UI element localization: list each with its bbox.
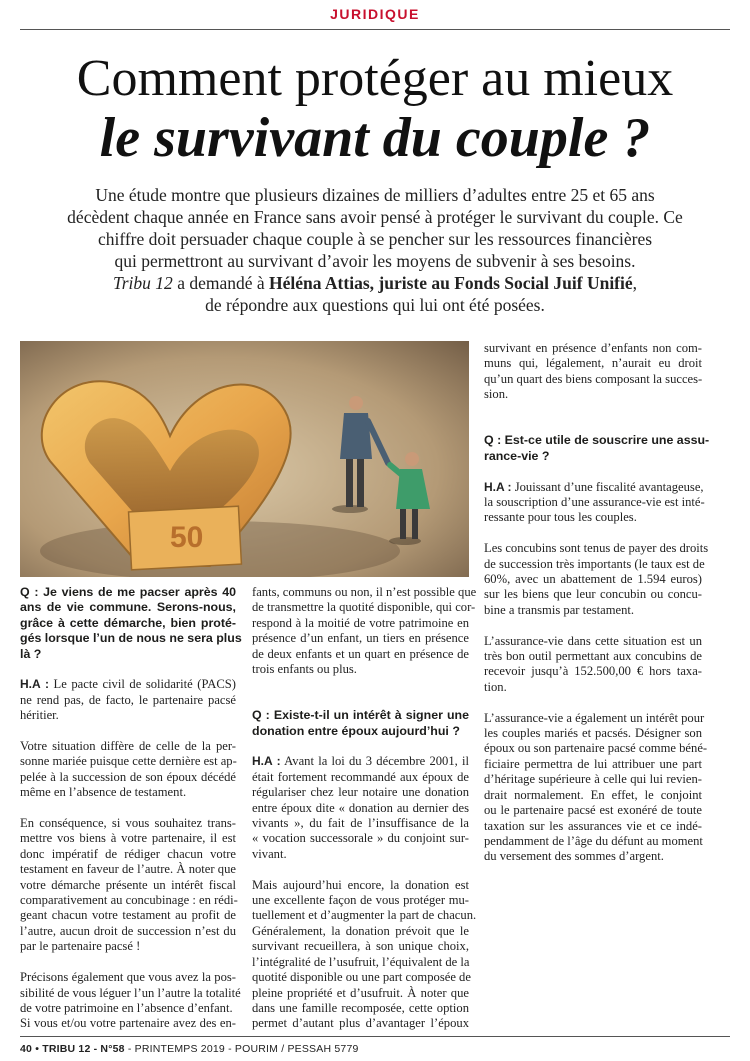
heart-banknote-photo	[20, 341, 469, 577]
text-line: présence d’un enfant, un tiers en présence	[252, 631, 469, 646]
text-line: de transmettre la quotité disponible, qui cor-	[252, 600, 476, 615]
lead-line: qui permettront au survivant d’avoir les moyens de subvenir à ses besoins.	[114, 251, 636, 271]
question-line: donation entre époux aujourd’hui ?	[252, 723, 460, 738]
question-1	[20, 585, 242, 662]
lead-line: de répondre aux questions qui lui ont été posées.	[205, 295, 545, 315]
publication-name: Tribu 12	[112, 273, 173, 293]
text-line: ou le partenaire pacsé est exonéré de toute	[484, 803, 702, 818]
question-line: Q : Existe-t-il un intérêt à signer une	[252, 708, 469, 723]
text-line: Généralement, la donation prévoit que le	[252, 923, 469, 938]
headline-line2: le survivant du couple ?	[99, 107, 651, 169]
text-line: survivant en présence d’enfants non com-	[484, 341, 702, 355]
answer-3	[484, 479, 705, 526]
text-line: de votre patrimoine en l’absence d’enfant.	[20, 1000, 233, 1015]
paragraph	[20, 970, 241, 1032]
text-line: de deux enfants et un quart en présence de	[252, 646, 469, 661]
section-tag: JURIDIQUE	[330, 6, 420, 22]
text-line: sonne mariée puisque cette dernière est ap-	[20, 754, 237, 769]
bottom-rule	[20, 1036, 730, 1037]
text-line: pendamment de l’âge du défunt au moment	[484, 833, 703, 848]
answer-line	[252, 754, 469, 769]
text-line: sion.	[484, 387, 509, 402]
text-line: testament en faveur de l’autre. À noter que	[20, 862, 236, 877]
text-line: Votre situation diffère de celle de la per-	[20, 739, 236, 754]
text-line: de succession très importants (le taux est de	[484, 556, 705, 571]
answer-2	[252, 754, 469, 862]
question-line: ans de vie commune. Serons-nous,	[20, 600, 236, 615]
text-line: geant chacun votre testament au profit de	[20, 908, 236, 923]
text-line: 60%, avec un abattement de 1.594 euros)	[484, 572, 702, 587]
answer-line: entre époux dite « donation au dernier des	[252, 800, 469, 815]
text-line: En conséquence, si vous souhaitez trans-	[20, 816, 236, 831]
text-line: dans une famille recomposée, cette option	[252, 1000, 469, 1015]
text-line: très bon outil permettant aux concubins de	[484, 649, 702, 664]
magazine-name: TRIBU 12	[42, 1043, 91, 1055]
lead-line: chiffre doit persuader chaque couple à se pencher sur les ressources financières	[97, 229, 653, 249]
headline-line1: Comment protéger au mieux	[76, 50, 674, 107]
text-line: trois enfants ou plus.	[252, 662, 357, 677]
answer-line: était fortement recommandé aux époux de	[252, 769, 469, 784]
paragraph	[484, 341, 702, 403]
text-line: même en l’absence de testament.	[20, 785, 187, 800]
issue-number: - N°58	[90, 1043, 125, 1055]
text-line: tuellement et d’augmenter la part de chacun.	[252, 908, 477, 923]
answer-label: H.A :	[20, 677, 49, 692]
paragraph	[484, 634, 702, 696]
text-line: donc impératif de rédiger chacun votre	[20, 846, 236, 861]
text-line: sibilité de vous léguer l’un l’autre la totalité	[20, 985, 241, 1000]
answer-text: Jouissant d’une fiscalité avantageuse,	[511, 479, 704, 494]
page-footer	[20, 1043, 359, 1055]
text-line: votre démarche présente un intérêt fiscal	[20, 877, 236, 892]
text-line: comparativement au concubinage : en rédi-	[20, 893, 238, 908]
answer-1	[20, 677, 236, 723]
answer-line: la souscription d’une assurance-vie est inté-	[484, 495, 705, 510]
text-line: Précisons également que vous avez la pos-	[20, 970, 236, 985]
paragraph	[20, 739, 236, 801]
question-line: gés lorsque l’un de nous ne sera plus	[20, 631, 242, 646]
text-line: recevoir jusqu’à 152.500,00 € hors taxa-	[484, 664, 702, 679]
answer-line: héritier.	[20, 708, 59, 723]
text-line: une excellente façon de vous protéger mu-	[252, 893, 469, 908]
paragraph	[484, 541, 709, 618]
column-right	[484, 341, 710, 880]
text-line: mettre vos biens à votre partenaire, il est	[20, 831, 236, 846]
question-line: rance-vie ?	[484, 448, 550, 463]
question-line: là ?	[20, 646, 42, 661]
question-2	[252, 708, 469, 739]
text-line: l’autre, aucun droit de succession n’est du	[20, 923, 236, 938]
text-line: d’héritage supérieure à celle qui lui revien-	[484, 772, 702, 787]
answer-text: Avant la loi du 3 décembre 2001, il	[280, 754, 469, 769]
paragraph	[252, 877, 477, 1032]
answer-text: Le pacte civil de solidarité (PACS)	[48, 677, 236, 692]
text-line: tion.	[484, 679, 507, 694]
heart-banknote-illustration	[20, 341, 469, 577]
question-line: Q : Je viens de me pacser après 40	[20, 585, 236, 599]
answer-line: « vocation successorale » du conjoint sur-	[252, 831, 469, 846]
lead-line: Une étude montre que plusieurs dizaines de milliers d’adultes entre 25 et 65 ans	[95, 185, 655, 205]
page-number: 40	[20, 1043, 33, 1055]
lead-line-credit	[40, 272, 710, 294]
text-line: survivant recueillera, à son unique choix,	[252, 939, 469, 954]
question-line: Q : Est-ce utile de souscrire une assu-	[484, 433, 710, 448]
text-line: fants, communs ou non, il n’est possible que	[252, 585, 477, 599]
banknote-value: 50	[170, 521, 204, 554]
text-line: par le partenaire pacsé !	[20, 939, 141, 954]
footer-separator: •	[32, 1043, 43, 1055]
answer-line	[484, 480, 702, 495]
answer-line: vivant.	[252, 846, 287, 861]
column-left	[20, 585, 242, 1047]
answer-line: régulariser chez leur notaire une donation	[252, 785, 469, 800]
text-line: ficiaire permettra de lui attribuer une part	[484, 756, 702, 771]
paragraph	[20, 816, 236, 955]
lead-text: ,	[632, 273, 638, 293]
text-line: L’assurance-vie dans cette situation est un	[484, 633, 702, 648]
question-line: grâce à cette démarche, bien proté-	[20, 615, 236, 630]
text-line: Si vous et/ou votre partenaire avez des en-	[20, 1016, 236, 1031]
text-line: taxation sur les assurances vie et ce indé-	[484, 818, 702, 833]
text-line: permet d’autant plus d’avantager l’époux	[252, 1016, 469, 1031]
answer-line: ressante pour tous les couples.	[484, 510, 637, 525]
edition-info: - PRINTEMPS 2019 - POURIM / PESSAH 5779	[124, 1043, 359, 1055]
text-line: sur les biens que leur concubin ou concu-	[484, 587, 702, 602]
text-line: époux ou son partenaire pacsé comme béné-	[484, 741, 708, 756]
text-line: respond à la moitié de votre patrimoine en	[252, 615, 469, 630]
lead-text: a demandé à	[172, 273, 270, 293]
text-line: du versement des sommes d’argent.	[484, 849, 664, 864]
text-line: pleine propriété et d’usufruit. À noter que	[252, 985, 469, 1000]
lead-paragraph	[40, 184, 710, 316]
text-line: quotité disponible ou une part composée de	[252, 970, 471, 985]
answer-line: ne rend pas, de facto, le partenaire pacsé	[20, 692, 236, 707]
text-line: qu’un quart des biens composant la succes-	[484, 371, 703, 386]
text-line: bine a transmis par testament.	[484, 602, 635, 617]
top-rule	[20, 29, 730, 30]
paragraph	[252, 585, 477, 677]
answer-line: vivants », du fait de l’insuffisance de la	[252, 816, 469, 831]
text-line: muns qui, légalement, n’aurait eu droit	[484, 356, 702, 371]
paragraph	[484, 710, 708, 865]
text-line: Mais aujourd’hui encore, la donation est	[252, 877, 469, 892]
question-3	[484, 433, 710, 464]
text-line: l’intégralité de l’usufruit, l’équivalent de la	[252, 954, 470, 969]
text-line: pelée à la succession de son époux décédé	[20, 769, 236, 784]
column-middle	[252, 585, 477, 1047]
interviewee-name: Héléna Attias, juriste au Fonds Social Juif Unifié	[269, 273, 633, 293]
lead-line: décèdent chaque année en France sans avoir pensé à protéger le survivant du couple. Ce	[67, 207, 683, 227]
answer-label: H.A :	[484, 479, 512, 494]
answer-line	[20, 677, 236, 692]
text-line: les couples mariés et pacsés. Désigner son	[484, 726, 702, 741]
text-line: drait normalement. En effet, le conjoint	[484, 787, 702, 802]
text-line: L’assurance-vie a également un intérêt pour	[484, 710, 705, 725]
text-line: Les concubins sont tenus de payer des droits	[484, 541, 709, 556]
answer-label: H.A :	[252, 754, 281, 769]
